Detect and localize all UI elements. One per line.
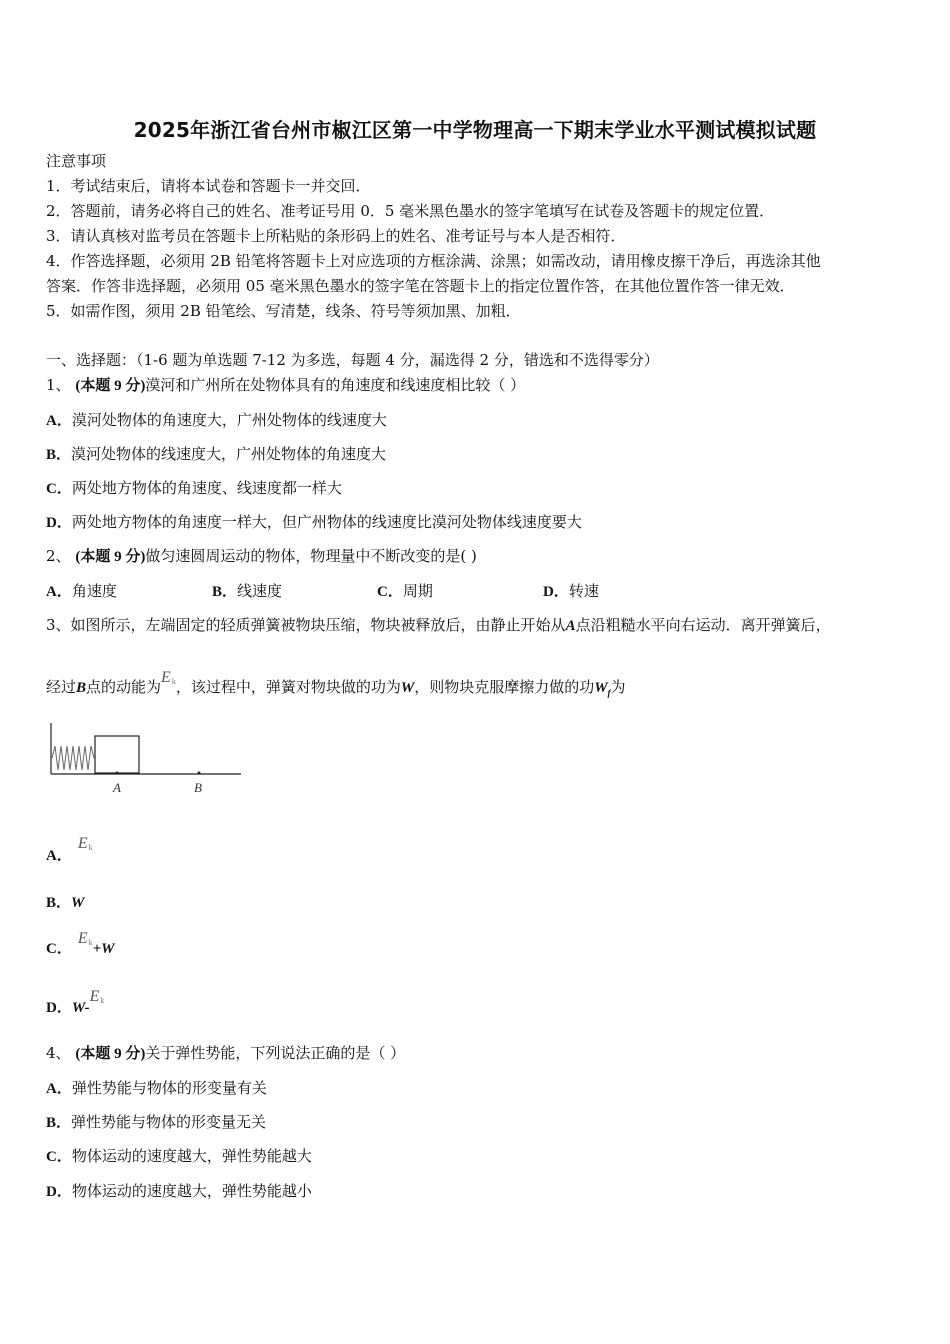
q2-option-a[interactable] xyxy=(46,580,117,603)
ek-subscript: k xyxy=(171,677,176,686)
option-text: 两处地方物体的角速度、线速度都一样大 xyxy=(71,479,342,497)
ek-subscript: k xyxy=(88,843,93,852)
option-text: 弹性势能与物体的形变量有关 xyxy=(71,1079,267,1097)
option-label: D． xyxy=(46,1000,72,1016)
q1-option-d[interactable] xyxy=(46,511,582,534)
option-label: A． xyxy=(46,413,72,429)
q1-option-c[interactable] xyxy=(46,477,342,500)
q4-option-b[interactable] xyxy=(46,1111,266,1134)
ek-subscript: k xyxy=(88,938,93,947)
work-symbol: W xyxy=(400,680,415,696)
q1-option-a[interactable] xyxy=(46,409,387,432)
option-text: 漠河处物体的线速度大，广州处物体的角速度大 xyxy=(71,445,387,463)
question-score: (本题 9 分) xyxy=(75,549,146,565)
option-text: 弹性势能与物体的形变量无关 xyxy=(71,1113,267,1131)
friction-work-subscript: f xyxy=(607,688,611,698)
friction-work-symbol: W xyxy=(594,680,608,696)
option-text: 转速 xyxy=(568,582,599,600)
figure-label-a: A xyxy=(113,780,121,795)
q3-option-c[interactable] xyxy=(46,930,115,964)
option-text: 线速度 xyxy=(237,582,283,600)
section-heading: 一、选择题：（1-6 题为单选题 7-12 为多选，每题 4 分，漏选得 2 分，错选和不选得零分） xyxy=(46,351,659,369)
question-number: 4、 xyxy=(46,1044,71,1062)
point-b: B xyxy=(76,680,87,696)
question-text: 做匀速圆周运动的物体，物理量中不断改变的是( ) xyxy=(145,547,477,565)
point-a-dot xyxy=(116,772,119,775)
spring-block-figure xyxy=(46,720,246,800)
question-number: 2、 xyxy=(46,547,71,565)
notice-item: 2．答题前，请务必将自己的姓名、准考证号用 0．5 毫米黑色墨水的签字笔填写在试卷及答题卡的规定位置． xyxy=(46,202,775,220)
question-text: 关于弹性势能，下列说法正确的是（ ） xyxy=(145,1044,406,1062)
stem-text: 经过 xyxy=(46,678,77,696)
stem-text: ，该过程中，弹簧对物块做的功为 xyxy=(175,678,401,696)
notice-item: 4．作答选择题，必须用 2B 铅笔将答题卡上对应选项的方框涂满、涂黑；如需改动，请用橡皮擦干净后，再选涂其他 xyxy=(46,252,821,270)
notice-heading: 注意事项 xyxy=(46,152,107,170)
option-label: C． xyxy=(46,481,72,497)
option-text: 角速度 xyxy=(71,582,117,600)
ek-symbol xyxy=(78,930,93,947)
q4-option-d[interactable] xyxy=(46,1180,312,1203)
ek-symbol xyxy=(161,669,176,686)
question-score: (本题 9 分) xyxy=(75,378,146,394)
q4-option-c[interactable] xyxy=(46,1145,312,1168)
notice-item: 1．考试结束后，请将本试卷和答题卡一并交回． xyxy=(46,177,371,195)
option-label: B． xyxy=(46,895,72,911)
option-label: D． xyxy=(46,515,72,531)
point-a: A xyxy=(565,618,576,634)
notice-item: 3．请认真核对监考员在答题卡上所粘贴的条形码上的姓名、准考证号与本人是否相符． xyxy=(46,227,626,245)
question-1-stem xyxy=(46,374,525,397)
question-3-stem-line1 xyxy=(46,614,831,637)
block xyxy=(95,736,139,773)
option-label: D． xyxy=(46,1184,72,1200)
option-text: 周期 xyxy=(402,582,433,600)
option-label: B． xyxy=(212,584,238,600)
point-b-dot xyxy=(198,772,201,775)
option-text: 两处地方物体的角速度一样大，但广州物体的线速度比漠河处物体线速度要大 xyxy=(71,513,582,531)
notice-item: 答案．作答非选择题，必须用 05 毫米黑色墨水的签字笔在答题卡上的指定位置作答，在其他位置作答一律无效． xyxy=(46,277,795,295)
ek-subscript: k xyxy=(100,996,105,1005)
option-text: W- xyxy=(71,1000,90,1016)
question-text: 漠河和广州所在处物体具有的角速度和线速度相比较（ ） xyxy=(145,376,526,394)
question-score: (本题 9 分) xyxy=(75,1046,146,1062)
question-2-stem xyxy=(46,545,477,568)
question-number: 1、 xyxy=(46,376,71,394)
ek-symbol xyxy=(90,988,105,1005)
q4-option-a[interactable] xyxy=(46,1077,267,1100)
option-text: 物体运动的速度越大，弹性势能越小 xyxy=(71,1182,312,1200)
q2-option-b[interactable] xyxy=(212,580,282,603)
option-label: C． xyxy=(46,1149,72,1165)
stem-text: 点的动能为 xyxy=(86,678,162,696)
option-text: 漠河处物体的角速度大，广州处物体的线速度大 xyxy=(71,411,387,429)
ek-letter: E xyxy=(77,930,88,947)
option-label: B． xyxy=(46,1115,72,1131)
option-label: C． xyxy=(46,941,72,957)
ek-letter: E xyxy=(161,669,171,686)
option-label: B． xyxy=(46,447,72,463)
q2-option-d[interactable] xyxy=(543,580,599,603)
stem-text: ，则物块克服摩擦力做的功 xyxy=(414,678,595,696)
question-4-stem xyxy=(46,1042,405,1065)
stem-text: 为 xyxy=(610,678,626,696)
option-text: W xyxy=(71,895,85,911)
q3-option-b[interactable] xyxy=(46,891,84,914)
figure-label-b: B xyxy=(194,780,202,795)
q1-option-b[interactable] xyxy=(46,443,386,466)
spring-icon xyxy=(52,746,94,770)
option-label: C． xyxy=(377,584,403,600)
option-label: A． xyxy=(46,1081,72,1097)
stem-text: 点沿粗糙水平向右运动．离开弹簧后， xyxy=(575,616,831,634)
option-label: A． xyxy=(46,584,72,600)
page-title: 2025年浙江省台州市椒江区第一中学物理高一下期末学业水平测试模拟试题 xyxy=(133,118,817,142)
option-text: 物体运动的速度越大，弹性势能越大 xyxy=(71,1147,312,1165)
q2-option-c[interactable] xyxy=(377,580,433,603)
question-3-stem-line2 xyxy=(46,669,626,704)
notice-item: 5．如需作图，须用 2B 铅笔绘、写清楚，线条、符号等须加黑、加粗． xyxy=(46,302,521,320)
option-label: D． xyxy=(543,584,569,600)
option-label: A． xyxy=(46,848,72,864)
ek-letter: E xyxy=(89,988,100,1005)
q3-option-a[interactable] xyxy=(46,835,93,871)
option-text: +W xyxy=(92,941,115,957)
ek-letter: E xyxy=(77,835,88,852)
stem-text: 3、如图所示，左端固定的轻质弹簧被物块压缩，物块被释放后，由静止开始从 xyxy=(46,616,566,634)
q3-option-d[interactable] xyxy=(46,988,105,1023)
ek-symbol xyxy=(78,835,93,852)
